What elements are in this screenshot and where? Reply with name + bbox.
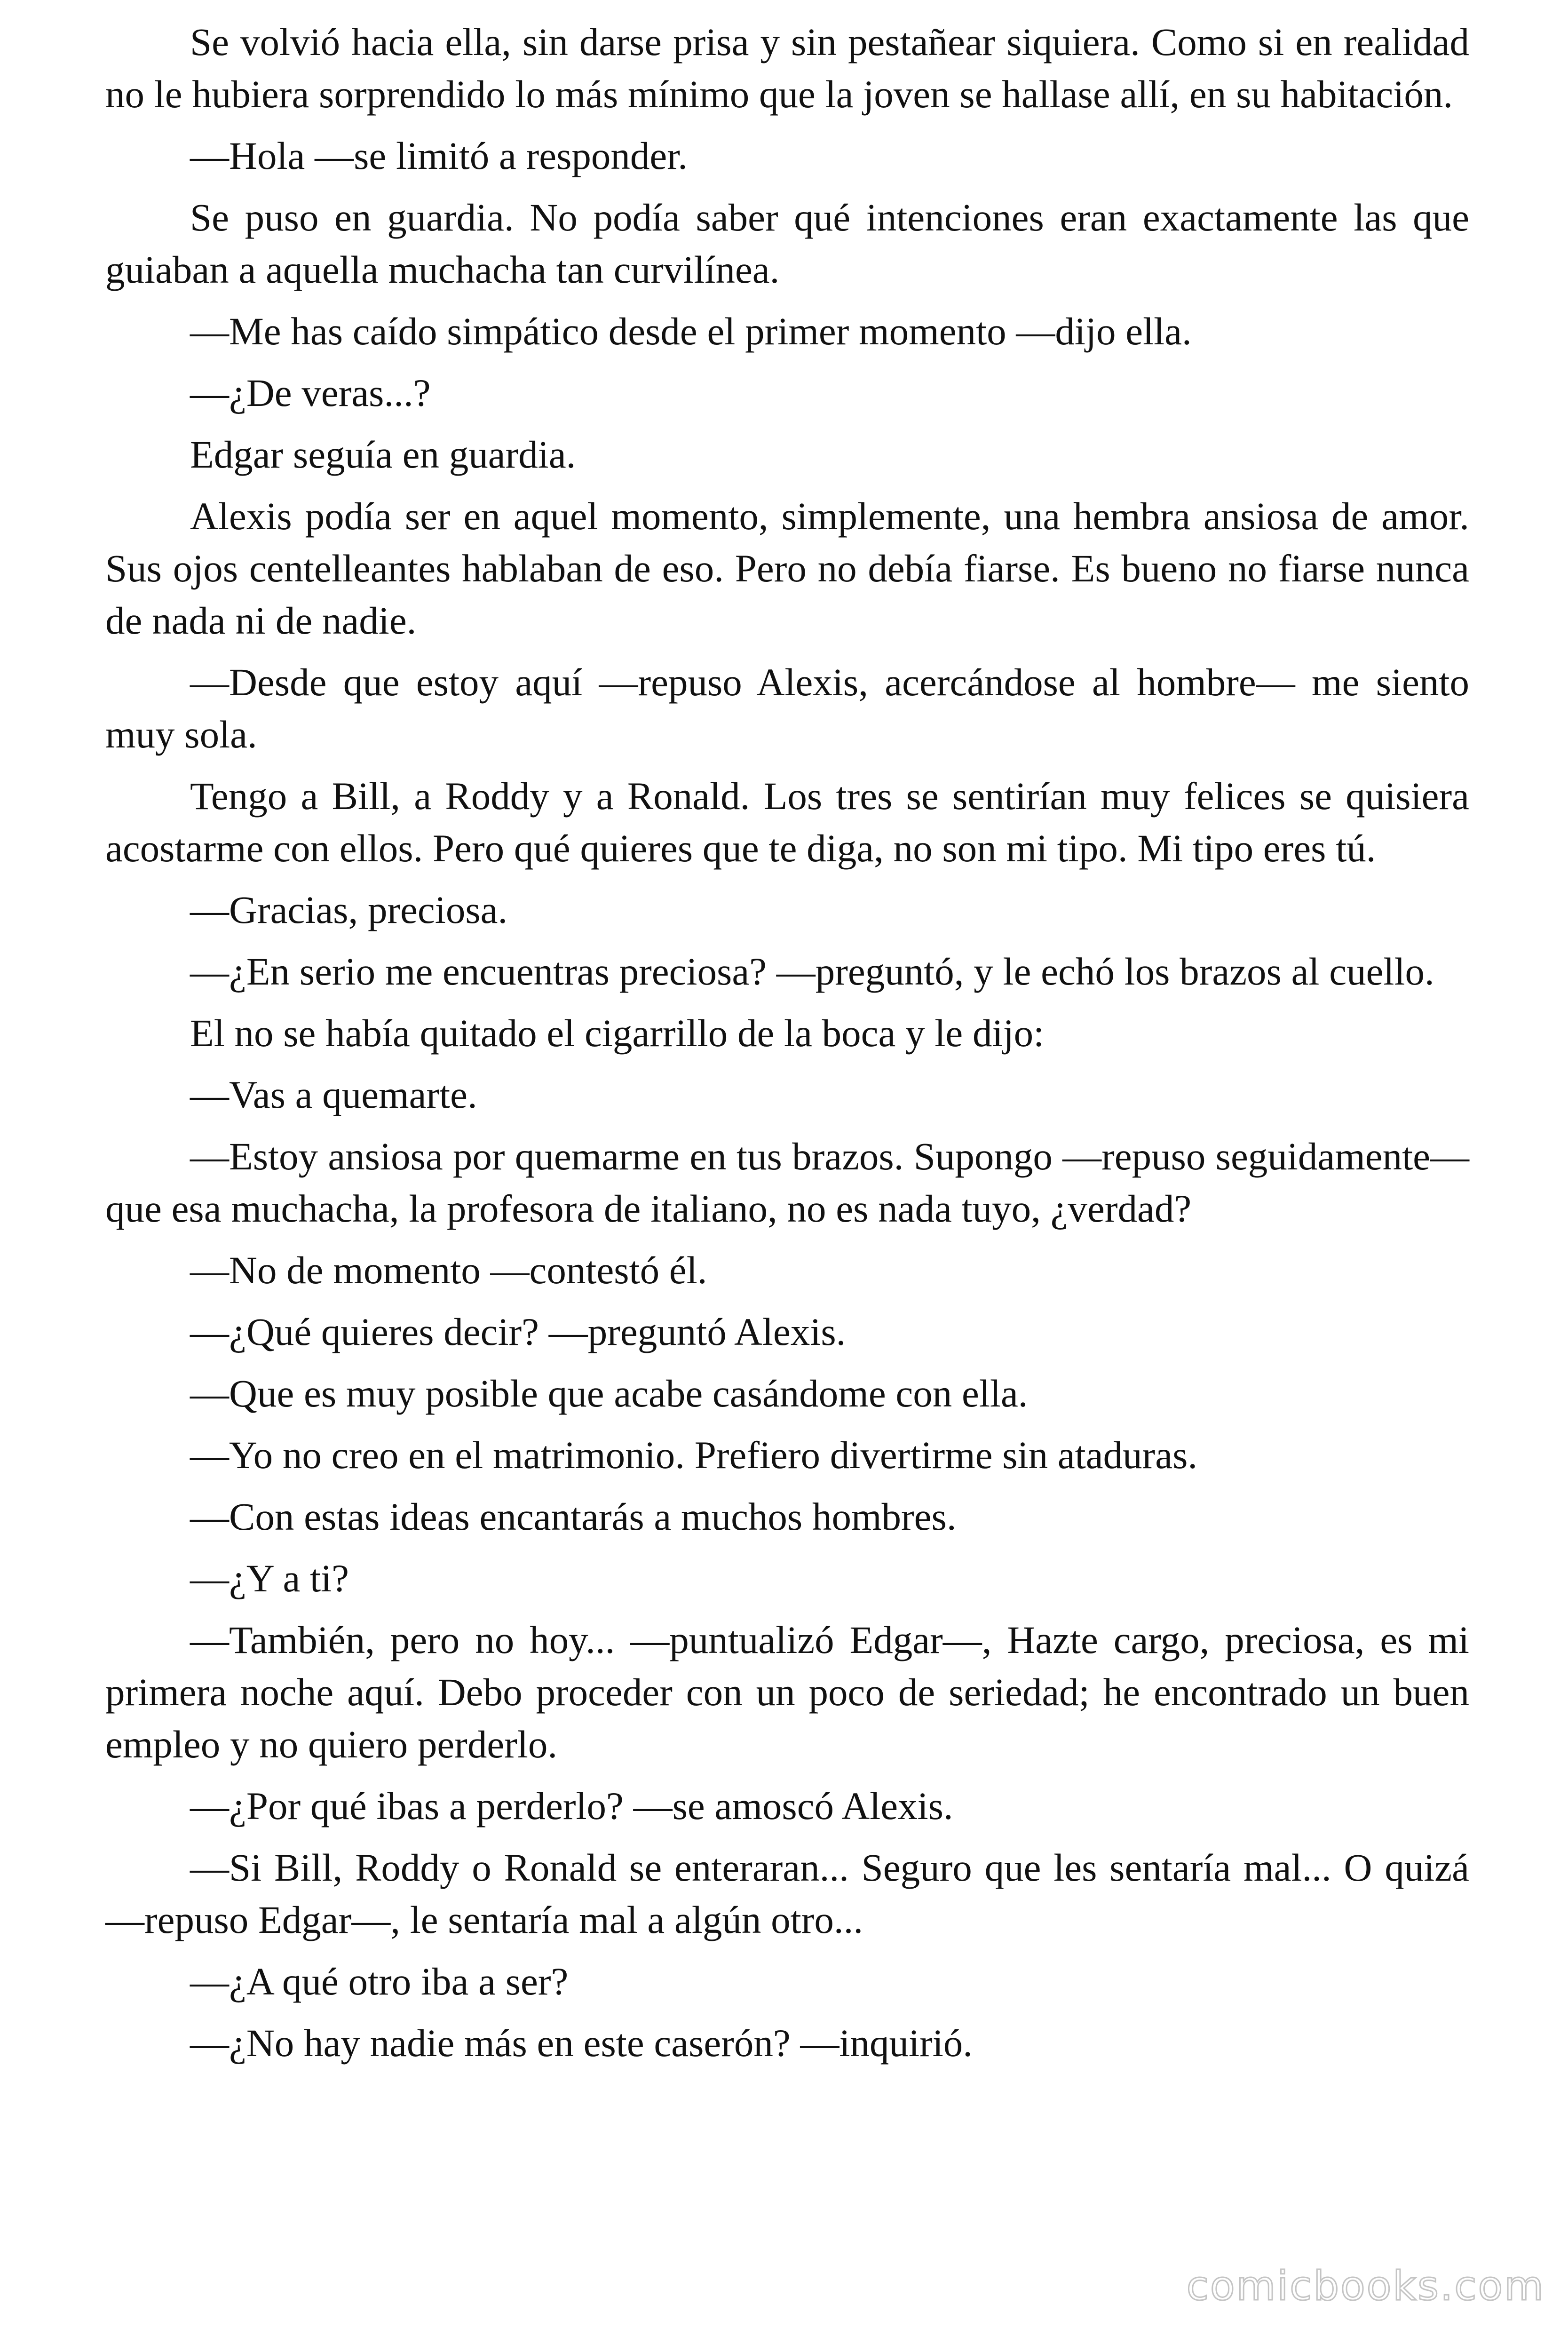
paragraph: —Hola —se limitó a responder. [190, 134, 688, 177]
paragraph: —Vas a quemarte. [190, 1073, 477, 1116]
paragraph: —Estoy ansiosa por quemarme en tus brazos. Supongo —repuso seguidamente— que esa muchacha, la profesora de italiano, no es nada tuyo, ¿verdad? [105, 1135, 1469, 1230]
paragraph: —¿Y a ti? [190, 1557, 349, 1600]
paragraph: —¿No hay nadie más en este caserón? —inquirió. [190, 2021, 973, 2065]
text-body [105, 16, 1469, 2079]
paragraph: —Con estas ideas encantarás a muchos hombres. [190, 1495, 957, 1538]
paragraph: —¿Por qué ibas a perderlo? —se amoscó Alexis. [190, 1784, 953, 1828]
paragraph: —No de momento —contestó él. [190, 1248, 707, 1292]
watermark: comicbooks.com [1186, 2263, 1545, 2310]
paragraph: Tengo a Bill, a Roddy y a Ronald. Los tres se sentirían muy felices se quisiera acostarme con ellos. Pero qué quieres que te diga, no son mi tipo. Mi tipo eres tú. [105, 774, 1469, 870]
paragraph: Edgar seguía en guardia. [190, 433, 576, 476]
paragraph: —También, pero no hoy... —puntualizó Edgar—, Hazte cargo, preciosa, es mi primera noche aquí. Debo proceder con un poco de seriedad; he encontrado un buen empleo y no quiero perderlo. [105, 1618, 1469, 1766]
paragraph: —Yo no creo en el matrimonio. Prefiero divertirme sin ataduras. [190, 1433, 1198, 1477]
paragraph: —¿A qué otro iba a ser? [190, 1960, 569, 2003]
paragraph: —Me has caído simpático desde el primer momento —dijo ella. [190, 310, 1192, 353]
paragraph: Se volvió hacia ella, sin darse prisa y sin pestañear siquiera. Como si en realidad no le hubiera sorprendido lo más mínimo que la joven se hallase allí, en su habitación. [105, 20, 1469, 116]
paragraph: —¿De veras...? [190, 371, 431, 414]
paragraph: —Desde que estoy aquí —repuso Alexis, acercándose al hombre— me siento muy sola. [105, 660, 1469, 756]
paragraph: El no se había quitado el cigarrillo de la boca y le dijo: [190, 1011, 1045, 1055]
paragraph: Se puso en guardia. No podía saber qué intenciones eran exactamente las que guiaban a aquella muchacha tan curvilínea. [105, 196, 1469, 291]
paragraph: Alexis podía ser en aquel momento, simplemente, una hembra ansiosa de amor. Sus ojos centelleantes hablaban de eso. Pero no debía fiarse. Es bueno no fiarse nunca de nada ni de nadie. [105, 494, 1469, 642]
paragraph: —Gracias, preciosa. [190, 888, 508, 931]
paragraph: —Que es muy posible que acabe casándome con ella. [190, 1372, 1028, 1415]
paragraph: —¿En serio me encuentras preciosa? —preguntó, y le echó los brazos al cuello. [190, 950, 1434, 993]
paragraph: —Si Bill, Roddy o Ronald se enteraran... Seguro que les sentaría mal... O quizá —repuso Edgar—, le sentaría mal a algún otro... [105, 1846, 1469, 1941]
paragraph: —¿Qué quieres decir? —preguntó Alexis. [190, 1310, 846, 1353]
